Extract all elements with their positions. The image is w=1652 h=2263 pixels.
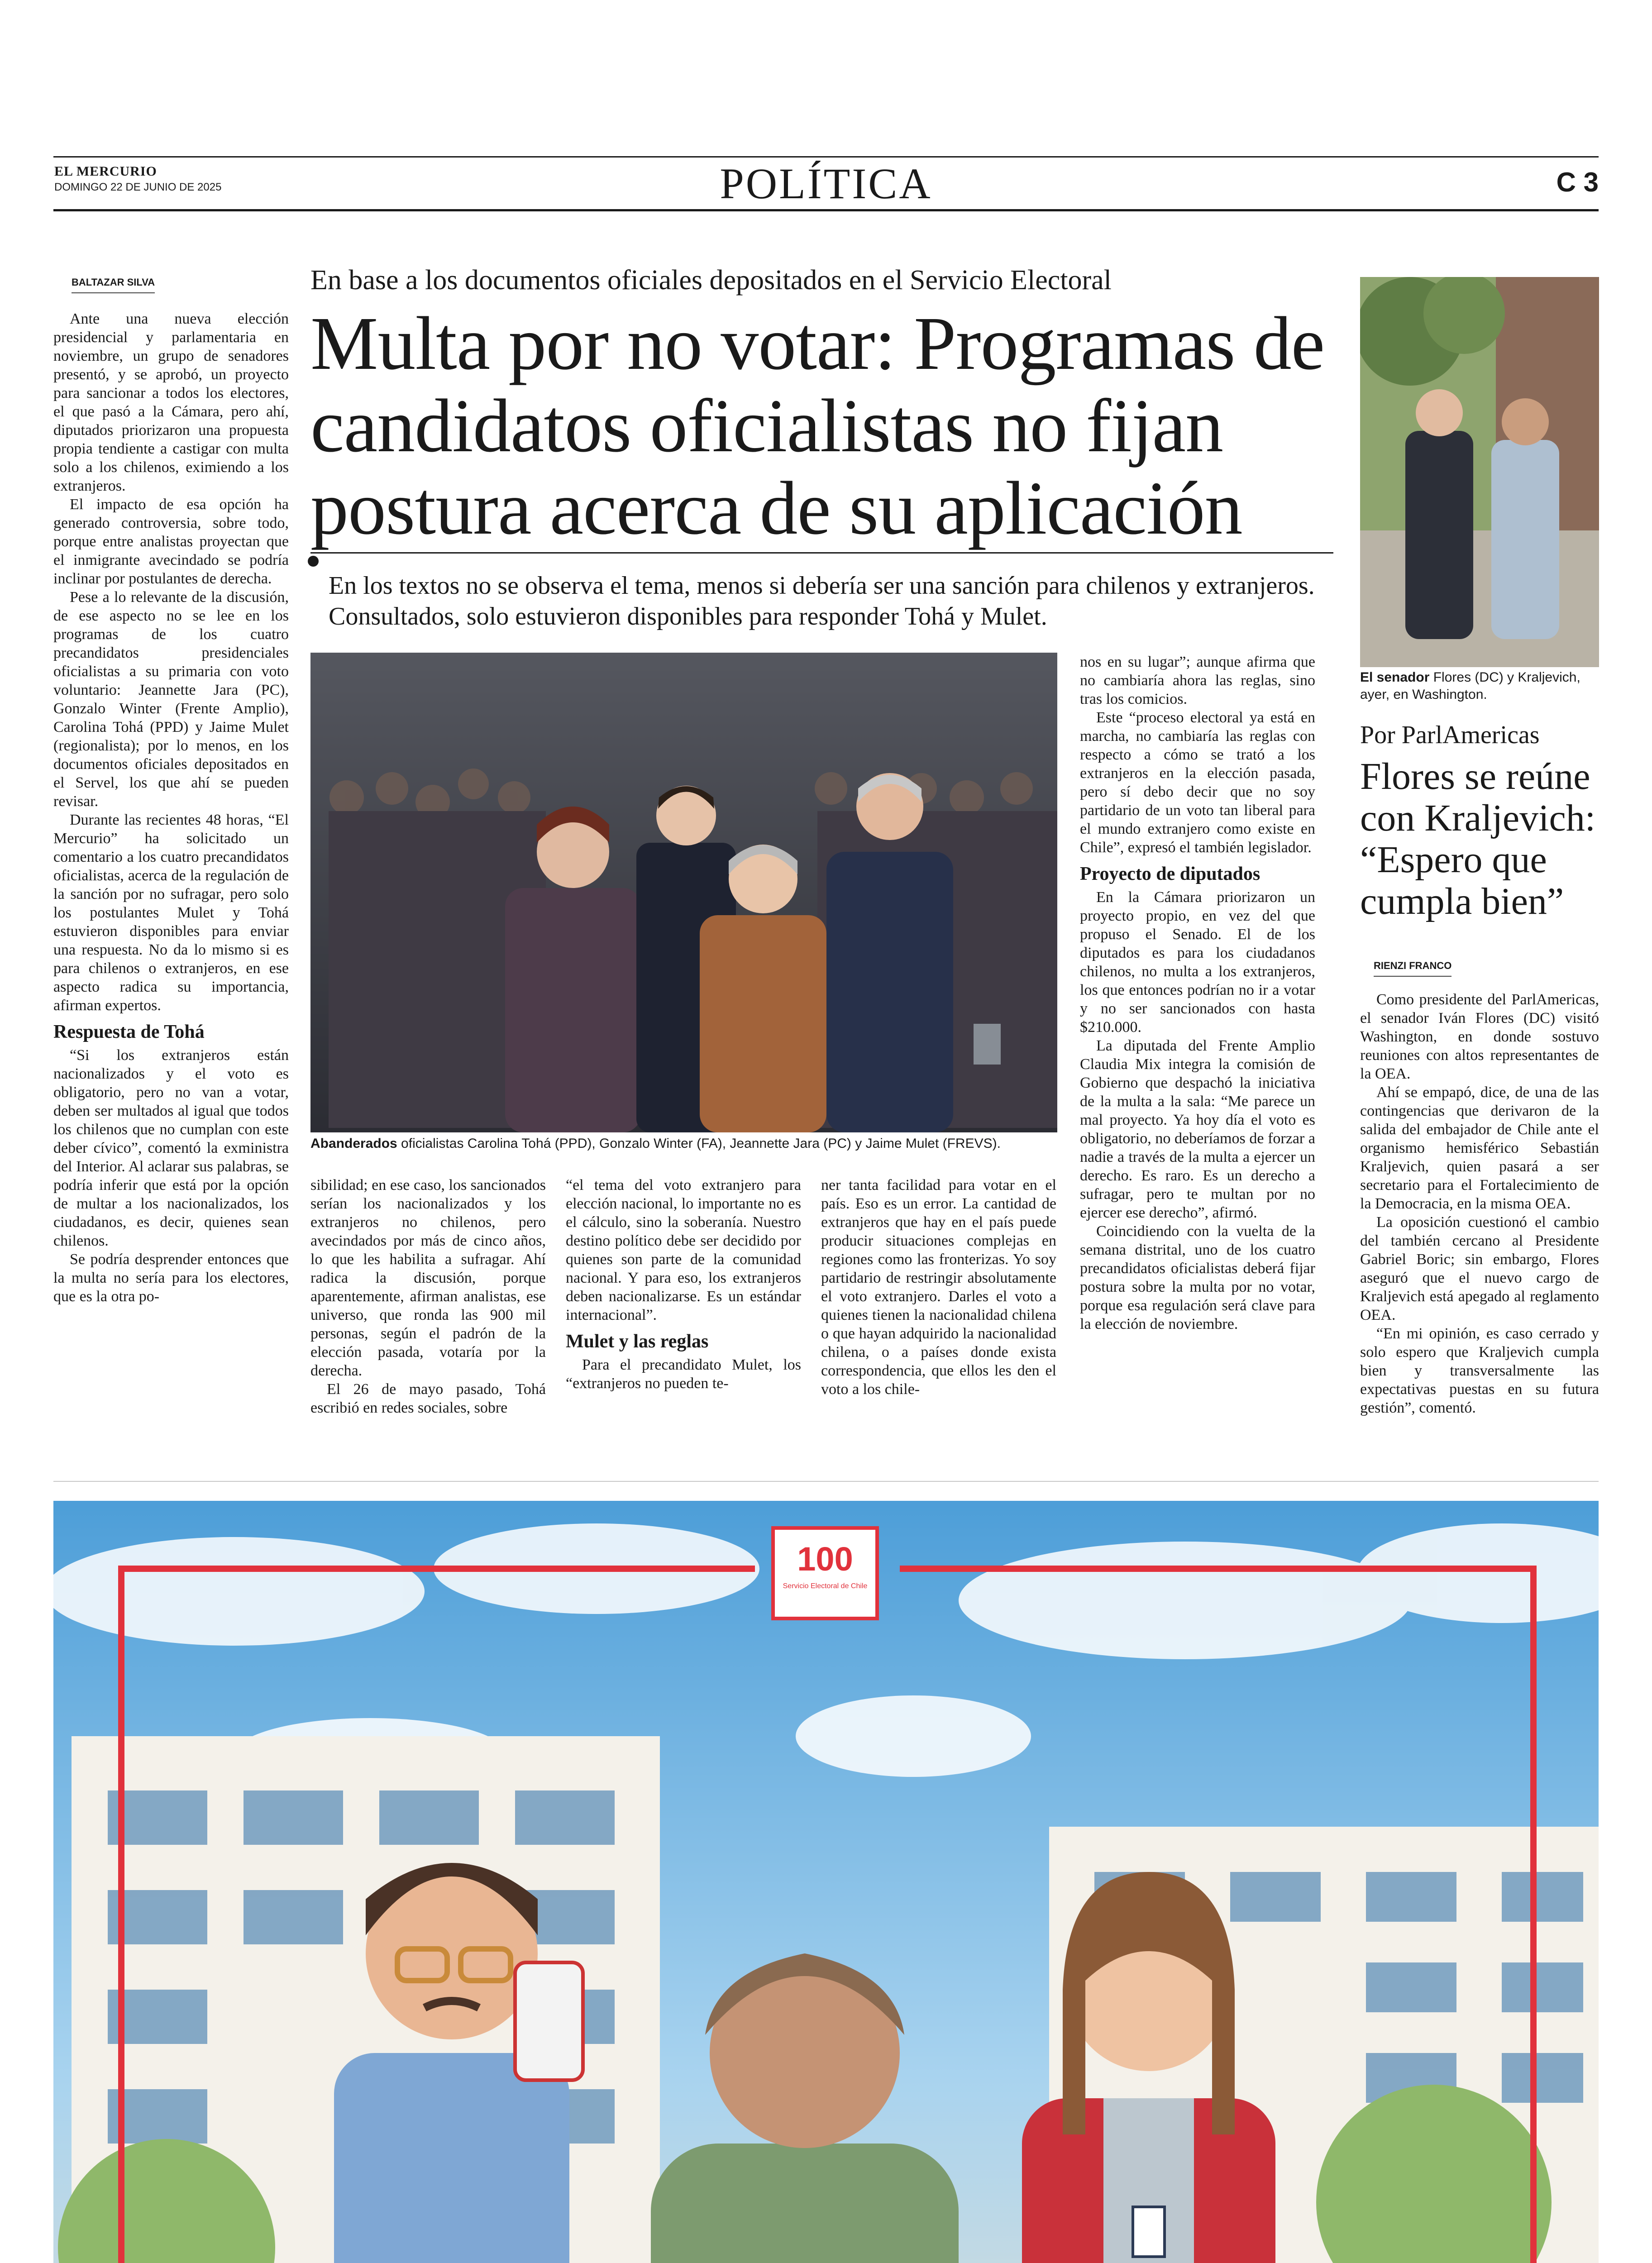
- senator-photo: [1360, 277, 1599, 667]
- lead-bullet: [308, 556, 319, 567]
- article-column-3: [566, 1176, 801, 1393]
- paragraph: Pese a lo relevante de la discusión, de ese aspecto no se lee en los programas de los cuatro precandidatos presidenciales oficialistas a su primaria con voto voluntario: Jeannette Jara (PC), Gonzalo Winter (Frente Amplio), Carolina Tohá (PPD) y Jaime Mulet (regionalista); por lo menos, en los documentos oficiales depositados en el Servel, los que ahí se pueden revisar.: [53, 589, 289, 810]
- subheading: Mulet y las reglas: [566, 1331, 709, 1352]
- byline: BALTAZAR SILVA: [72, 273, 155, 293]
- paragraph: Este “proceso electoral ya está en marcha, no cambiaría las reglas con respecto a cómo se trató a los extranjeros en la elección pasada, pero sí debo decir que no soy partidario de un voto tan liberal para el mundo extranjero como existe en Chile”, expresó el también legislador.: [1080, 709, 1315, 856]
- newspaper-name: EL MERCURIO: [54, 164, 157, 179]
- paragraph: El 26 de mayo pasado, Tohá escribió en redes sociales, sobre: [310, 1381, 546, 1416]
- subheading: Respuesta de Tohá: [53, 1022, 205, 1042]
- article-lead: En los textos no se observa el tema, menos si debería ser una sanción para chilenos y extranjeros. Consultados, solo estuvieron disponibles para responder Tohá y Mulet.: [329, 572, 1315, 630]
- header-top-rule: [53, 156, 1599, 158]
- paragraph: sibilidad; en ese caso, los sancionados serían los nacionalizados y los extranjeros no chilenos, pero avecindados por más de cinco años, lo que les habilita a sufragar. Ahí radica la discusión, porque aparentemente, afirman analistas, ese universo, que ronda las 900 mil personas, según el padrón de la elección pasada, votaría por la derecha.: [310, 1177, 546, 1379]
- section-title: POLÍTICA: [720, 159, 932, 208]
- paragraph: Para el precandidato Mulet, los “extranjeros no pueden te-: [566, 1356, 801, 1392]
- caption-text: Flores (DC) y Kraljevich, ayer, en Washington.: [1360, 670, 1580, 702]
- paragraph: “el tema del voto extranjero para elección nacional, lo importante no es el cálculo, sino la soberanía. Nuestro destino político debe ser decidido por quienes son parte de la comunidad nacional. Y para eso, los extranjeros deben nacionalizarse. Es un estándar internacional”.: [566, 1177, 801, 1323]
- paragraph: Ante una nueva elección presidencial y parlamentaria en noviembre, un grupo de senadores presentó, y se aprobó, un proyecto para sancionar a todos los electores, el que pasó a la Cámara, pero ahí, diputados priorizaron una propuesta propia tendiente a castigar con multa solo a los chilenos, eximiendo a los extranjeros.: [53, 310, 289, 494]
- photo-caption: [310, 1136, 1057, 1151]
- paragraph: La oposición cuestionó el cambio del también cercano al Presidente Gabriel Boric; sin embargo, Flores aseguró que el nuevo cargo de Kraljevich está apegado al reglamento OEA.: [1360, 1214, 1599, 1323]
- caption-text: oficialistas Carolina Tohá (PPD), Gonzalo Winter (FA), Jeannette Jara (PC) y Jaime Mulet (FREVS).: [397, 1136, 1001, 1151]
- subheading: Proyecto de diputados: [1080, 864, 1260, 884]
- section-divider: [53, 1481, 1599, 1482]
- candidates-photo-illustration: [310, 653, 1057, 1132]
- newspaper-date: DOMINGO 22 DE JUNIO DE 2025: [54, 181, 222, 193]
- servel-logo-text: Servicio Electoral de Chile: [783, 1582, 868, 1590]
- paragraph: “Si los extranjeros están nacionalizados y el voto es obligatorio, pero no van a votar, deben ser multados al igual que todos los chilenos que no cumplan con este deber cívico”, comentó la exministra del Interior. Al aclarar sus palabras, se podría inferir que está por la opción de multar a los nacionalizados, los ciudadanos, es decir, quienes sean chilenos.: [53, 1047, 289, 1249]
- paragraph: En la Cámara priorizaron un proyecto propio, en vez del que propuso el Senado. El de los diputados es para los ciudadanos chilenos, no multa a los extranjeros, los que entonces podrían no ir a votar y no ser sancionados con hasta $210.000.: [1080, 889, 1315, 1036]
- byline: RIENZI FRANCO: [1374, 956, 1451, 977]
- paragraph: La diputada del Frente Amplio Claudia Mix integra la comisión de Gobierno que despachó la iniciativa de la multa a la sala: “Me parece un mal proyecto. Ya hoy día el voto es obligatorio, no deberíamos de forzar a nadie a través de la multa a ejercer un derecho. Es raro. Es un derecho a sufragar, pero te multan por no ejercer ese derecho”, afirmó.: [1080, 1037, 1315, 1221]
- header-bottom-rule: [53, 209, 1599, 211]
- paragraph: Durante las recientes 48 horas, “El Mercurio” ha solicitado un comentario a los cuatro precandidatos oficialistas, acerca de la regulación de la sanción por no sufragar, pero solo los postulantes Mulet y Tohá estuvieron disponibles para enviar una respuesta. No da lo mismo si es para chilenos o extranjeros, en ese aspecto radica su importancia, afirman expertos.: [53, 812, 289, 1014]
- article-column-5: [1080, 653, 1315, 1333]
- article-column-2: [310, 1176, 546, 1417]
- article-column-1: [53, 272, 289, 1306]
- paragraph: “En mi opinión, es caso cerrado y solo espero que Kraljevich cumpla bien y transversalmente las expectativas puestas en su futura gestión”, comentó.: [1360, 1325, 1599, 1416]
- paragraph: Ahí se empapó, dice, de una de las contingencias que derivaron de la salida del embajador de Chile ante el organismo hemisférico Sebastián Kraljevich, quien pasará a ser secretario para el Fortalecimiento de la Democracia, en la misma OEA.: [1360, 1084, 1599, 1212]
- article-column-4: [821, 1176, 1056, 1399]
- paragraph: ner tanta facilidad para votar en el país. Eso es un error. La cantidad de extranjeros que hay en el país puede producir situaciones complejas en regiones como las fronterizas. Yo soy partidario de restringir absolutamente el voto extranjero. Darles el voto a quienes tienen la nacionalidad chilena o que hayan adquirido la nacionalidad chilena, o a países donde exista correspondencia, que ellos les den el voto a los chile-: [821, 1177, 1056, 1398]
- paragraph: nos en su lugar”; aunque afirma que no cambiaría ahora las reglas, sino tras los comicios.: [1080, 654, 1315, 707]
- side-photo-caption: [1360, 669, 1599, 703]
- caption-lead: Abanderados: [310, 1136, 397, 1151]
- side-kicker: Por ParlAmericas: [1360, 721, 1540, 749]
- paragraph: Como presidente del ParlAmericas, el senador Iván Flores (DC) visitó Washington, en donde sostuvo reuniones con altos representantes de la OEA.: [1360, 991, 1599, 1082]
- ad-illustration: [53, 1501, 1599, 2263]
- page-number: C 3: [1556, 167, 1599, 197]
- side-article-body: [1360, 955, 1599, 1417]
- paragraph: Se podría desprender entonces que la multa no sería para los electores, que es la otra po-: [53, 1251, 289, 1305]
- senator-photo-illustration: [1360, 277, 1599, 667]
- caption-lead: El senador: [1360, 670, 1430, 685]
- candidates-photo: [310, 653, 1057, 1132]
- paragraph: El impacto de esa opción ha generado controversia, sobre todo, porque entre analistas proyectan que el inmigrante avecindado se podría inclinar por postulantes de derecha.: [53, 496, 289, 587]
- servel-100-logo: 100: [797, 1540, 853, 1578]
- paragraph: Coincidiendo con la vuelta de la semana distrital, uno de los cuatro precandidatos oficialistas deberá fijar postura sobre la multa por no votar, porque esa regulación será clave para la elección de noviembre.: [1080, 1223, 1315, 1332]
- article-headline: Multa por no votar: Programas de candidatos oficialistas no fijan postura acerca de su aplicación: [310, 301, 1325, 550]
- article-kicker: En base a los documentos oficiales depositados en el Servicio Electoral: [310, 265, 1112, 296]
- side-headline: Flores se reúne con Kraljevich: “Espero que cumpla bien”: [1360, 755, 1596, 922]
- servel-advertisement: [53, 1501, 1599, 2263]
